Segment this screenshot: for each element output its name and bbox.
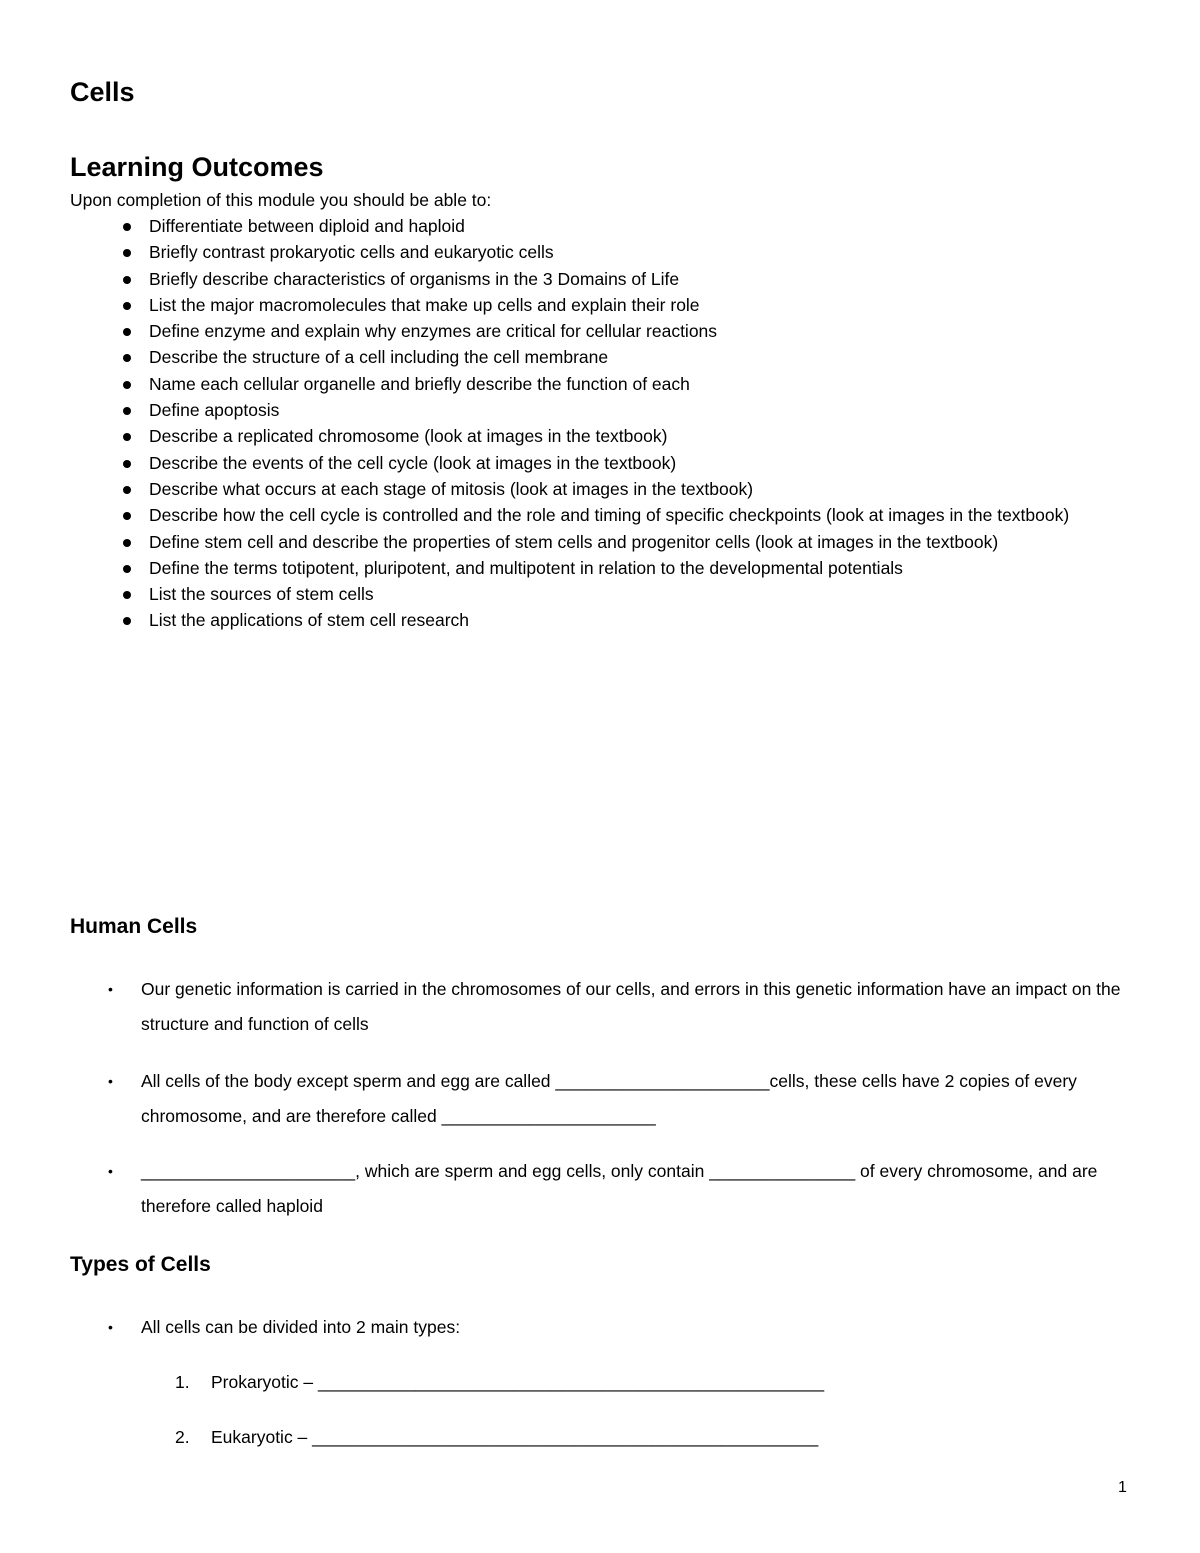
list-item-text: Define apoptosis: [149, 400, 280, 421]
list-item-text: Briefly contrast prokaryotic cells and eukaryotic cells: [149, 242, 554, 263]
list-item-text: All cells of the body except sperm and egg are called ______________________cells, these cells have 2 copies of every chromosome, and are therefore called ______________________: [141, 1071, 1077, 1126]
list-item: [108, 1154, 1131, 1224]
list-item-text: Describe what occurs at each stage of mitosis (look at images in the textbook): [149, 478, 754, 499]
list-item: [149, 397, 1139, 423]
list-item-text: ______________________, which are sperm and egg cells, only contain _______________ of every chromosome, and are therefore called haploid: [141, 1161, 1098, 1216]
bullet-icon: [123, 276, 131, 284]
bullet-icon: [123, 512, 131, 520]
list-item: [149, 502, 1139, 528]
bullet-icon: [123, 539, 131, 547]
list-item-text: Define stem cell and describe the properties of stem cells and progenitor cells (look at images in the textbook): [149, 531, 999, 552]
list-item: [149, 450, 1139, 476]
numbered-item-text: Eukaryotic – ____________________________________________________: [211, 1427, 819, 1447]
bullet-icon: [123, 381, 131, 389]
bullet-icon: [123, 407, 131, 415]
types-of-cells-heading: Types of Cells: [70, 1253, 211, 1276]
numbered-item-text: Prokaryotic – ____________________________________________________: [211, 1372, 825, 1392]
numbered-item: [175, 1367, 825, 1397]
bullet-icon: [123, 354, 131, 362]
bullet-icon: [123, 486, 131, 494]
bullet-icon: [123, 591, 131, 599]
learning-outcomes-heading: Learning Outcomes: [70, 152, 324, 182]
list-item-text: List the applications of stem cell research: [149, 610, 470, 631]
list-item: [149, 581, 1139, 607]
list-item: [149, 239, 1139, 265]
bullet-icon: •: [108, 1073, 113, 1089]
page-title: Cells: [70, 77, 135, 107]
learning-outcomes-list: [149, 213, 1139, 634]
bullet-icon: •: [108, 1163, 113, 1179]
item-number: 1.: [175, 1372, 190, 1392]
list-item-text: List the major macromolecules that make up cells and explain their role: [149, 294, 700, 315]
bullet-icon: [123, 433, 131, 441]
list-item: [149, 266, 1139, 292]
list-item: [108, 1310, 1131, 1345]
list-item: [149, 555, 1139, 581]
list-item: [108, 1064, 1131, 1134]
list-item: [149, 318, 1139, 344]
numbered-item: [175, 1422, 819, 1452]
list-item-text: Define the terms totipotent, pluripotent, and multipotent in relation to the developmental potentials: [149, 557, 903, 578]
item-number: 2.: [175, 1427, 190, 1447]
bullet-icon: [123, 302, 131, 310]
list-item-text: Differentiate between diploid and haploid: [149, 216, 465, 236]
list-item: [149, 423, 1139, 449]
list-item-text: Our genetic information is carried in the chromosomes of our cells, and errors in this genetic information have an impact on the structure and function of cells: [141, 979, 1121, 1034]
list-item: [149, 344, 1139, 370]
human-cells-heading: Human Cells: [70, 915, 198, 938]
list-item-text: Name each cellular organelle and briefly describe the function of each: [149, 373, 690, 394]
bullet-icon: [123, 223, 131, 231]
list-item: [149, 607, 1139, 633]
list-item: [149, 213, 1139, 239]
list-item-text: Define enzyme and explain why enzymes are critical for cellular reactions: [149, 321, 718, 342]
bullet-icon: [123, 617, 131, 625]
list-item-text: Describe how the cell cycle is controlled and the role and timing of specific checkpoints (look at images in the textbook): [149, 505, 1070, 526]
list-item-text: Briefly describe characteristics of organisms in the 3 Domains of Life: [149, 268, 680, 289]
list-item: [149, 529, 1139, 555]
list-item-text: All cells can be divided into 2 main types:: [141, 1317, 461, 1337]
bullet-icon: [123, 460, 131, 468]
list-item: [108, 972, 1131, 1042]
page-number: 1: [1118, 1479, 1127, 1496]
bullet-icon: [123, 328, 131, 336]
list-item-text: Describe the events of the cell cycle (look at images in the textbook): [149, 452, 677, 473]
list-item: [149, 292, 1139, 318]
bullet-icon: •: [108, 1319, 113, 1335]
list-item: [149, 371, 1139, 397]
bullet-icon: [123, 565, 131, 573]
list-item-text: List the sources of stem cells: [149, 584, 374, 605]
list-item: [149, 476, 1139, 502]
learning-outcomes-intro: Upon completion of this module you should be able to:: [70, 190, 492, 210]
bullet-icon: [123, 249, 131, 257]
list-item-text: Describe the structure of a cell including the cell membrane: [149, 347, 609, 368]
bullet-icon: •: [108, 981, 113, 997]
list-item-text: Describe a replicated chromosome (look at images in the textbook): [149, 426, 668, 447]
